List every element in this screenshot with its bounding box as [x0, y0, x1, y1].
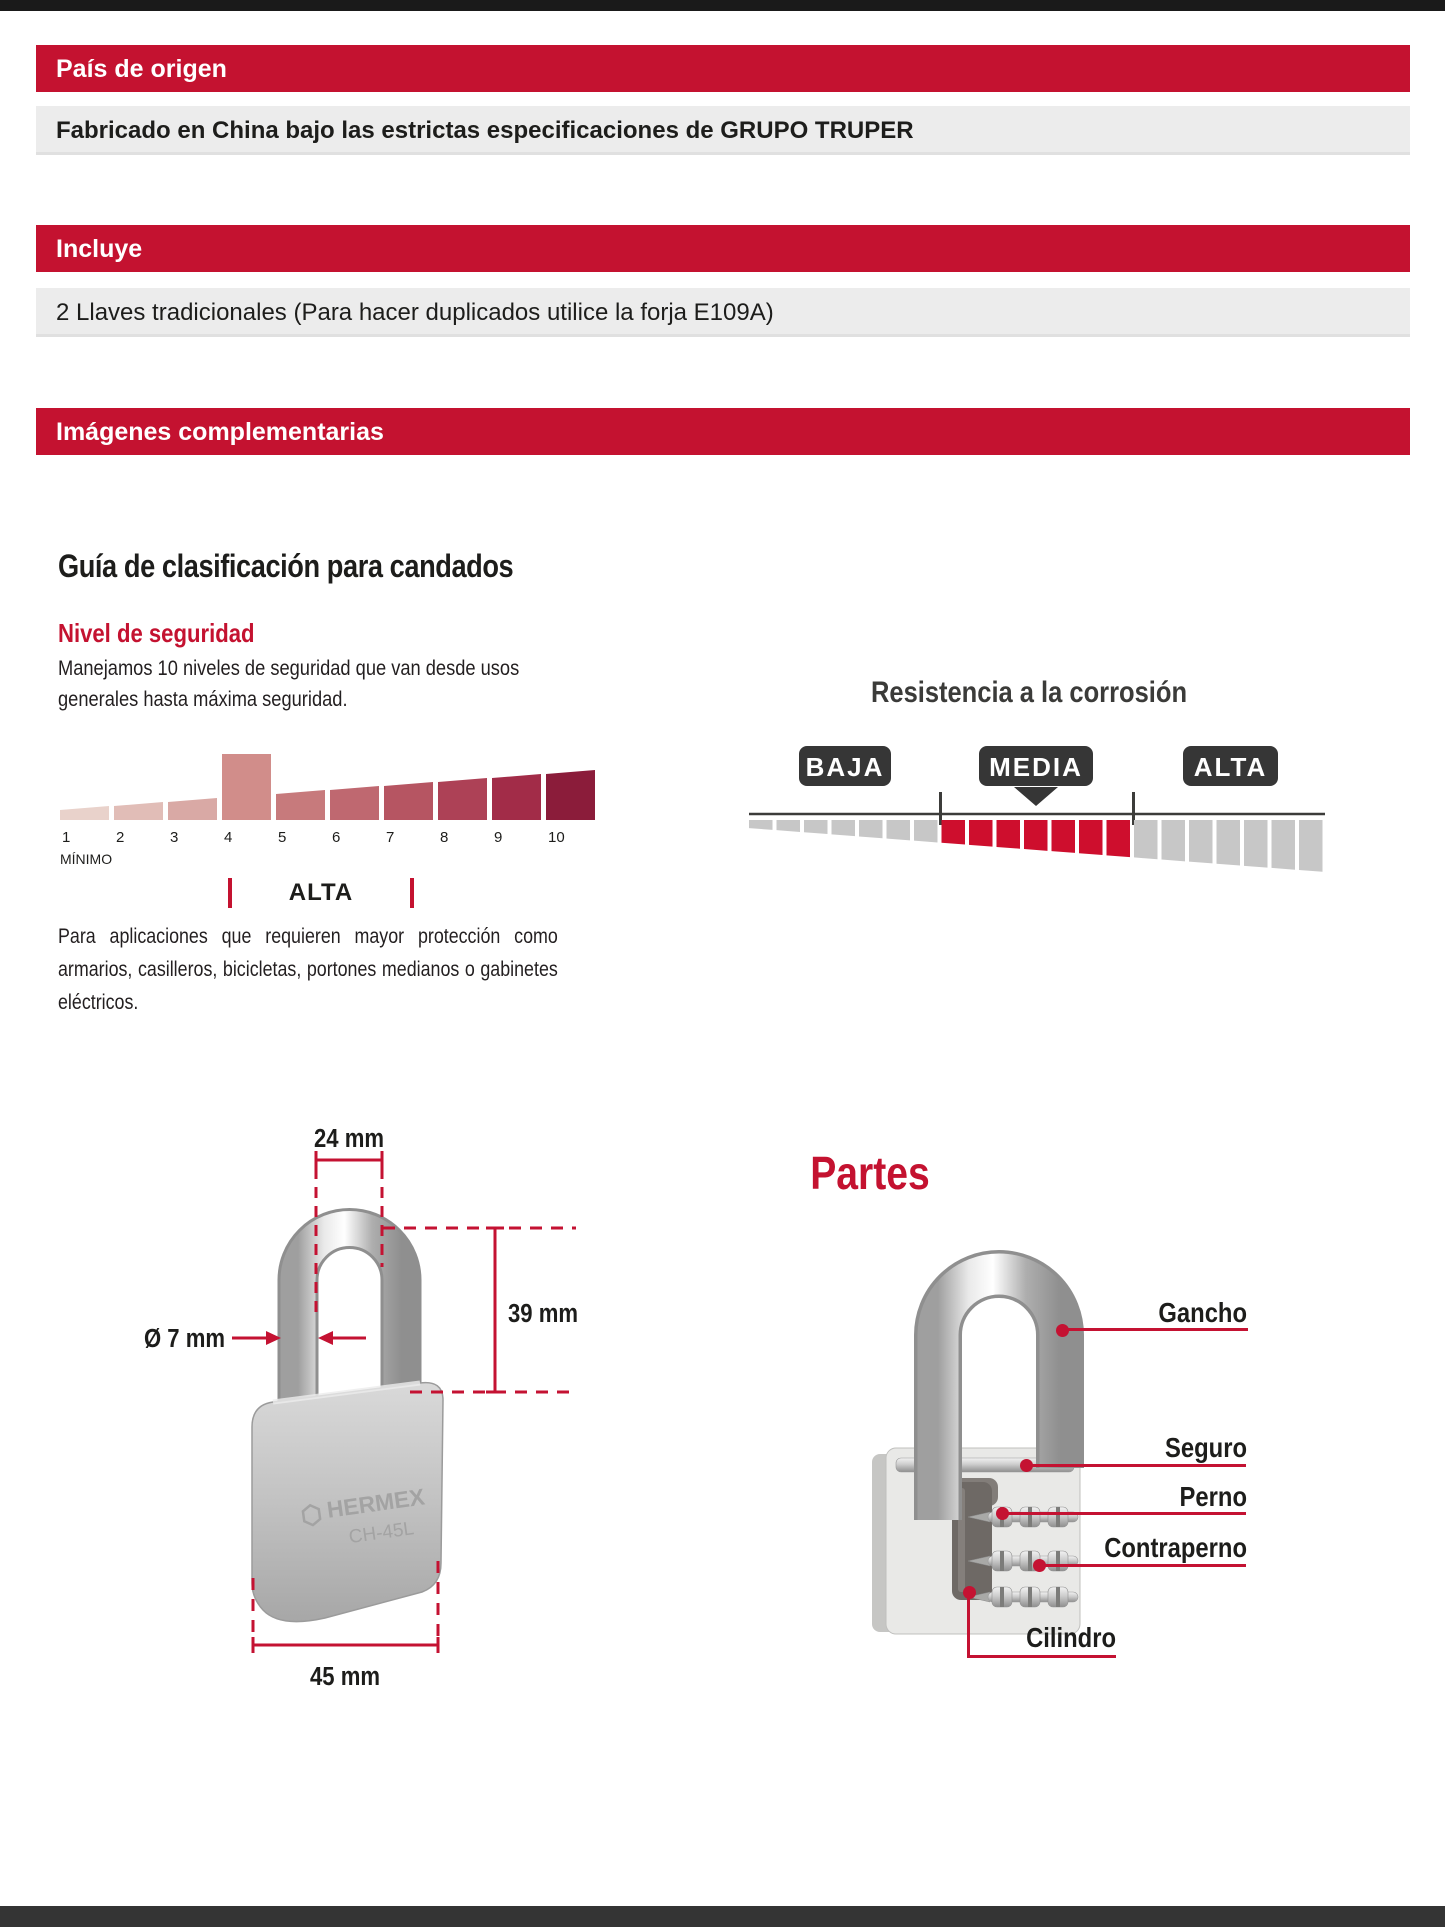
- part-label-perno: Perno: [1179, 1481, 1247, 1512]
- pais-de-origen-value: Fabricado en China bajo las estrictas especificaciones de GRUPO TRUPER: [36, 106, 1410, 155]
- corrosion-segment: [942, 820, 966, 845]
- security-level-tick: 7: [386, 829, 395, 846]
- partes-heading: Partes: [810, 1147, 930, 1199]
- part-label-cilindro: Cilindro: [1026, 1622, 1116, 1653]
- corrosion-zone-media: MEDIA: [979, 746, 1093, 786]
- seguro-callout-dot: [1020, 1459, 1033, 1472]
- security-level-tick: 4: [224, 829, 233, 846]
- contraperno-callout-line: [1040, 1564, 1246, 1567]
- bottom-dark-bar: [0, 1906, 1445, 1927]
- security-level-segment: [168, 798, 217, 820]
- security-level-tick: 6: [332, 829, 341, 846]
- corrosion-segment: [1107, 820, 1131, 857]
- security-level-segment: [438, 778, 487, 820]
- security-level-description: Manejamos 10 niveles de seguridad que van desde usos generales hasta máxima seguridad.: [58, 656, 520, 711]
- corrosion-segment: [969, 820, 993, 847]
- dim-diameter: [144, 1324, 366, 1353]
- gancho-callout-line: [1062, 1328, 1248, 1331]
- guide-title: Guía de clasificación para candados: [58, 548, 514, 584]
- gancho-callout-dot: [1056, 1324, 1069, 1337]
- corrosion-segment: [914, 820, 938, 842]
- security-level-segment: [384, 782, 433, 820]
- part-label-seguro: Seguro: [1165, 1432, 1247, 1463]
- perno-callout-dot: [996, 1507, 1009, 1520]
- corrosion-segment: [1134, 820, 1158, 859]
- security-level-tick: 2: [116, 829, 125, 846]
- corrosion-segment: [777, 820, 801, 832]
- engraved-brand: HERMEX: [325, 1483, 427, 1523]
- top-black-bar: [0, 0, 1445, 11]
- security-level-segment: [60, 806, 109, 820]
- security-level-tick: 3: [170, 829, 179, 846]
- security-level-segment: [114, 802, 163, 820]
- corrosion-segment: [1162, 820, 1186, 861]
- security-level-heading: Nivel de seguridad: [58, 618, 255, 648]
- part-label-gancho: Gancho: [1158, 1297, 1247, 1328]
- section-header-pais-de-origen: País de origen: [36, 45, 1410, 92]
- section-header-imagenes-complementarias: Imágenes complementarias: [36, 408, 1410, 455]
- cilindro-callout-dot: [963, 1586, 976, 1599]
- security-level-tick: 1: [62, 829, 71, 846]
- security-range-marker: [228, 878, 414, 908]
- corrosion-segment: [1217, 820, 1241, 866]
- contraperno-callout-dot: [1033, 1559, 1046, 1572]
- engraved-model: CH-45L: [347, 1518, 416, 1549]
- part-label-contraperno: Contraperno: [1104, 1532, 1247, 1563]
- security-level-segment: [492, 774, 541, 820]
- corrosion-zone-baja: BAJA: [799, 746, 891, 786]
- corrosion-segment: [887, 820, 911, 840]
- dim-39mm-label: 39 mm: [508, 1299, 578, 1329]
- corrosion-segment: [1189, 820, 1213, 863]
- cilindro-callout-line-vertical: [967, 1592, 970, 1658]
- security-level-segment: [546, 770, 595, 820]
- section-header-incluye: Incluye: [36, 225, 1410, 272]
- corrosion-segment: [1244, 820, 1268, 868]
- corrosion-segment: [832, 820, 856, 836]
- security-level-tick: 10: [548, 829, 565, 846]
- dim-24mm-label: 24 mm: [314, 1124, 384, 1154]
- security-minimum-label: MÍNIMO: [60, 851, 113, 867]
- security-level-segment: [222, 754, 271, 820]
- corrosion-segment: [859, 820, 883, 838]
- security-level-segment: [276, 790, 325, 820]
- corrosion-heading: Resistencia a la corrosión: [870, 676, 1188, 709]
- security-level-tick: 8: [440, 829, 449, 846]
- corrosion-segment: [1052, 820, 1076, 853]
- corrosion-segment: [749, 820, 773, 830]
- corrosion-segment: [997, 820, 1021, 849]
- corrosion-zone-alta: ALTA: [1183, 746, 1278, 786]
- corrosion-resistance-chart: [748, 790, 1328, 885]
- corrosion-segment: [1272, 820, 1296, 870]
- security-level-paragraph: Para aplicaciones que requieren mayor protección como armarios, casilleros, bicicletas, portones medianos o gabinetes eléctricos.: [58, 925, 558, 1014]
- dim-45mm-label: 45 mm: [310, 1662, 380, 1692]
- seguro-callout-line: [1027, 1464, 1246, 1467]
- range-marker-label: ALTA: [288, 879, 354, 906]
- security-level-segment: [330, 786, 379, 820]
- incluye-value: 2 Llaves tradicionales (Para hacer duplicados utilice la forja E109A): [36, 288, 1410, 337]
- security-level-tick: 5: [278, 829, 287, 846]
- security-level-chart: [48, 748, 648, 883]
- cilindro-callout-line-horizontal: [967, 1655, 1116, 1658]
- padlock-body: [252, 1383, 443, 1622]
- perno-callout-line: [1003, 1512, 1246, 1515]
- security-level-tick: 9: [494, 829, 503, 846]
- corrosion-segment: [1024, 820, 1048, 851]
- corrosion-segment: [1299, 820, 1323, 872]
- corrosion-segment: [804, 820, 828, 834]
- corrosion-segment: [1079, 820, 1103, 855]
- padlock-dimensions-figure: [130, 1095, 600, 1710]
- dim-diameter-label: Ø 7 mm: [143, 1324, 225, 1354]
